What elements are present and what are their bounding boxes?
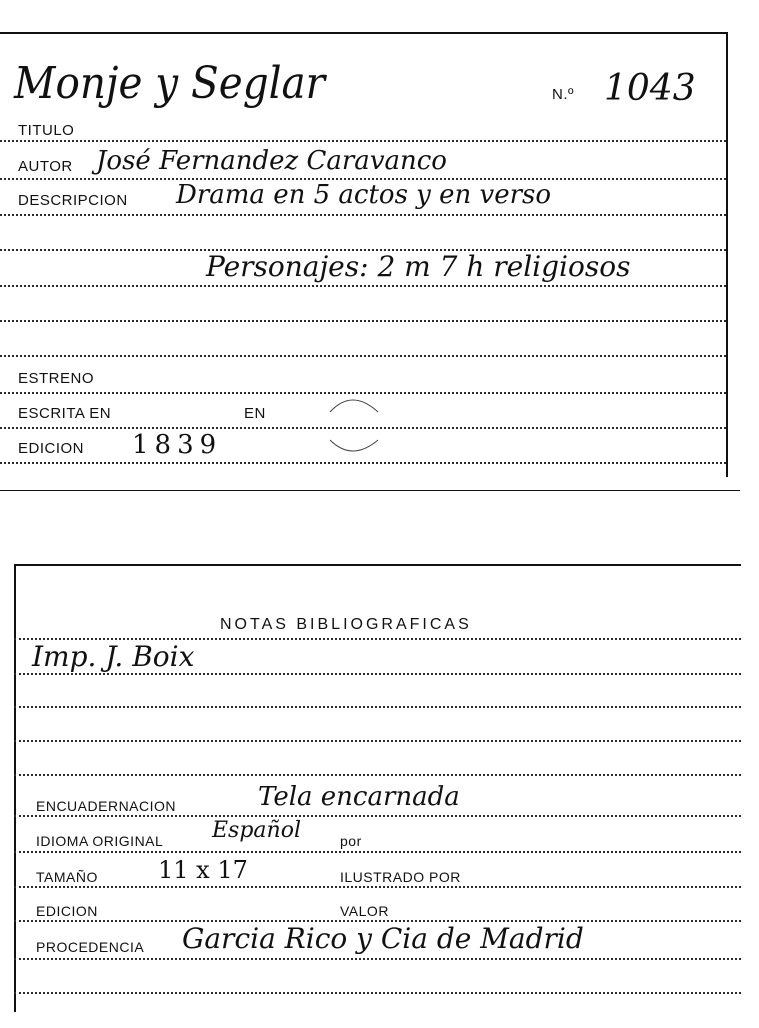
edicion-label: EDICION <box>36 903 98 919</box>
edicion-value: 1839 <box>132 430 223 460</box>
rule-line <box>14 740 741 742</box>
rule-line <box>14 673 741 675</box>
rule-line <box>0 214 726 216</box>
tamano-label: TAMAÑO <box>36 869 98 885</box>
por-label: por <box>340 833 362 849</box>
rule-line <box>14 958 741 960</box>
encuadernacion-value: Tela encarnada <box>258 782 460 812</box>
rule-line <box>14 815 741 817</box>
rule-line <box>14 774 741 776</box>
numero-value: 1043 <box>604 68 696 109</box>
encuadernacion-label: ENCUADERNACION <box>36 798 177 814</box>
escrita-en-label: ESCRITA EN <box>18 405 112 422</box>
notas-heading: NOTAS BIBLIOGRAFICAS <box>220 616 472 633</box>
rule-line <box>0 462 726 464</box>
titulo-label: TITULO <box>18 122 75 139</box>
card-top-border <box>14 564 741 566</box>
rule-line <box>14 851 741 853</box>
autor-value: José Fernandez Caravanco <box>96 146 447 176</box>
rule-line <box>14 706 741 708</box>
nota-1: Imp. J. Boix <box>32 640 195 673</box>
card-right-border <box>726 32 728 477</box>
rule-line <box>14 886 741 888</box>
procedencia-label: PROCEDENCIA <box>36 939 145 955</box>
tamano-value: 11 x 17 <box>158 856 248 884</box>
ilustrado-label: ILUSTRADO POR <box>340 869 461 885</box>
autor-label: AUTOR <box>18 158 73 175</box>
rule-line <box>0 285 726 287</box>
descripcion-value: Drama en 5 actos y en verso <box>176 180 552 210</box>
idioma-label: IDIOMA ORIGINAL <box>36 833 164 849</box>
titulo-value: Monje y Seglar <box>14 58 326 109</box>
card-bottom-border <box>0 490 740 491</box>
numero-label: N.º <box>552 86 574 103</box>
edicion-label: EDICION <box>18 440 85 457</box>
rule-line <box>0 355 726 357</box>
punch-hole-mark <box>322 392 384 458</box>
rule-line <box>14 992 741 994</box>
en-label: EN <box>244 405 266 422</box>
descripcion-label: DESCRIPCION <box>18 192 128 209</box>
rule-line <box>0 320 726 322</box>
procedencia-value: Garcia Rico y Cia de Madrid <box>182 922 584 955</box>
card-left-border <box>14 564 16 1012</box>
estreno-label: ESTRENO <box>18 370 95 387</box>
idioma-value: Español <box>212 818 301 843</box>
card-top-border <box>0 32 726 34</box>
valor-label: VALOR <box>340 903 389 919</box>
rule-line <box>0 140 726 142</box>
personajes-value: Personajes: 2 m 7 h religiosos <box>206 250 631 283</box>
